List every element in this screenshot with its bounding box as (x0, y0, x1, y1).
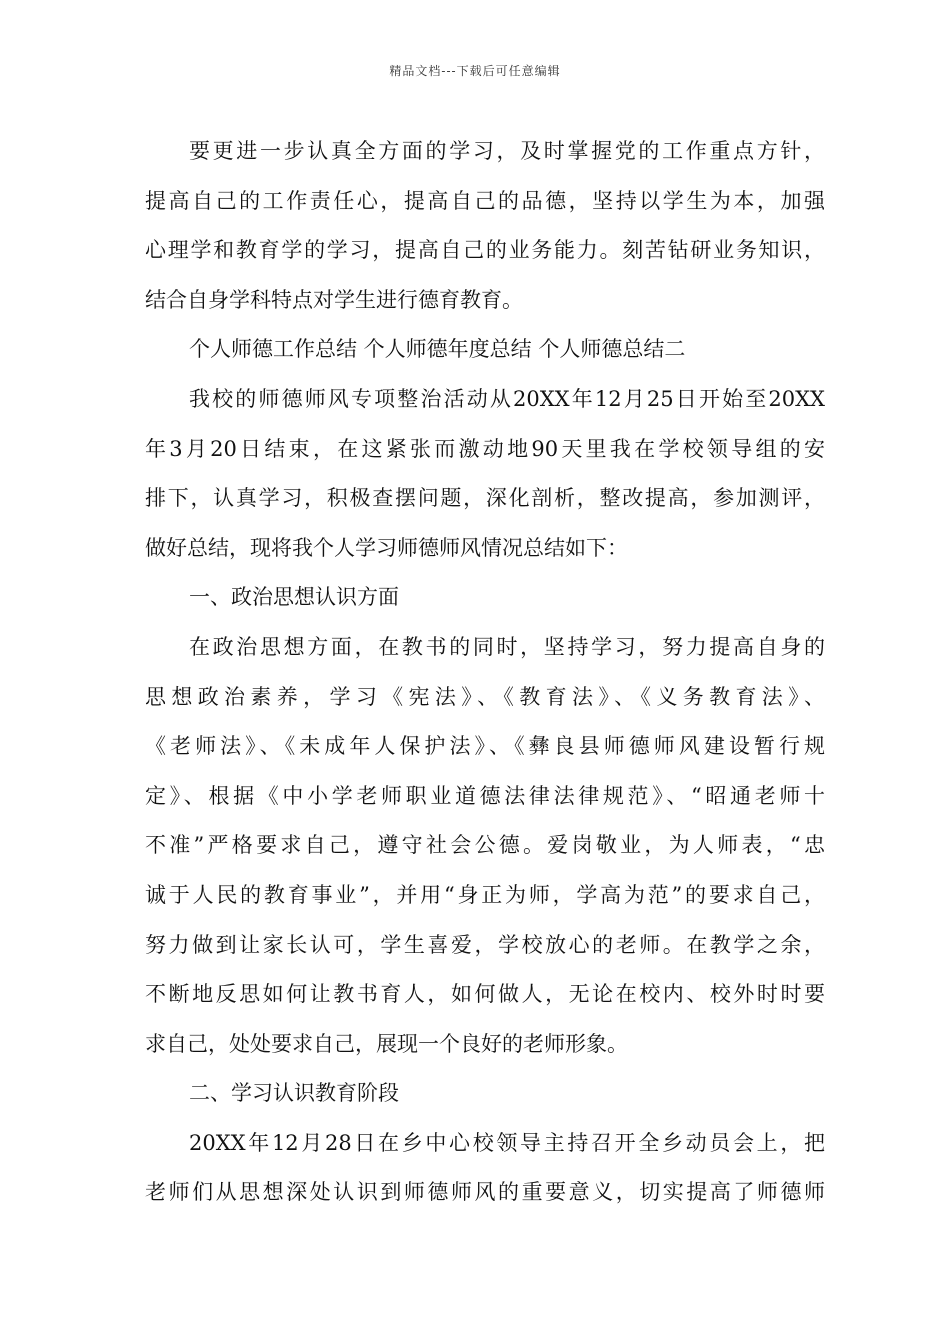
section-heading: 个人师德工作总结 个人师德年度总结 个人师德总结二 (189, 337, 686, 362)
paragraph-line: 20XX年12月28日在乡中心校领导主持召开全乡动员会上，把 (189, 1130, 825, 1155)
paragraph-line: 心理学和教育学的学习，提高自己的业务能力。刻苦钻研业务知识， (145, 238, 825, 263)
paragraph-line: 要更进一步认真全方面的学习，及时掌握党的工作重点方针， (189, 139, 825, 163)
paragraph-line: 老师们从思想深处认识到师德师风的重要意义，切实提高了师德师 (145, 1180, 825, 1205)
paragraph-line: 不断地反思如何让教书育人，如何做人，无论在校内、校外时时要 (145, 982, 825, 1007)
paragraph-line: 不准”严格要求自己，遵守社会公德。爱岗敬业，为人师表，“忠 (145, 833, 825, 858)
paragraph-line: 年3月20日结束，在这紧张而激动地90天里我在学校领导组的安 (145, 436, 825, 461)
page-header: 精品文档---下载后可任意编辑 (389, 64, 561, 78)
paragraph-line: 思想政治素养，学习《宪法》、《教育法》、《义务教育法》、 (145, 684, 825, 709)
paragraph-line: 我校的师德师风专项整治活动从20XX年12月25日开始至20XX (189, 386, 825, 411)
paragraph-line: 诚于人民的教育事业”，并用“身正为师，学高为范”的要求自己， (145, 882, 825, 907)
document-body (145, 127, 825, 1218)
paragraph-line: 定》、根据《中小学老师职业道德法律法律规范》、“昭通老师十 (145, 783, 825, 808)
paragraph-line: 在政治思想方面，在教书的同时，坚持学习，努力提高自身的 (189, 634, 825, 659)
section-heading: 一、政治思想认识方面 (189, 585, 399, 610)
paragraph-line: 求自己，处处要求自己，展现一个良好的老师形象。 (145, 1031, 628, 1056)
paragraph-line: 《老师法》、《未成年人保护法》、《彝良县师德师风建设暂行规 (145, 734, 825, 759)
paragraph-line: 做好总结，现将我个人学习师德师风情况总结如下： (145, 535, 628, 560)
section-heading: 二、学习认识教育阶段 (189, 1081, 399, 1106)
paragraph-line: 提高自己的工作责任心，提高自己的品德，坚持以学生为本，加强 (145, 188, 825, 213)
paragraph-line: 努力做到让家长认可，学生喜爱，学校放心的老师。在教学之余， (145, 932, 825, 957)
paragraph-line: 结合自身学科特点对学生进行德育教育。 (145, 287, 523, 312)
paragraph-line: 排下，认真学习，积极查摆问题，深化剖析，整改提高，参加测评， (145, 486, 825, 511)
